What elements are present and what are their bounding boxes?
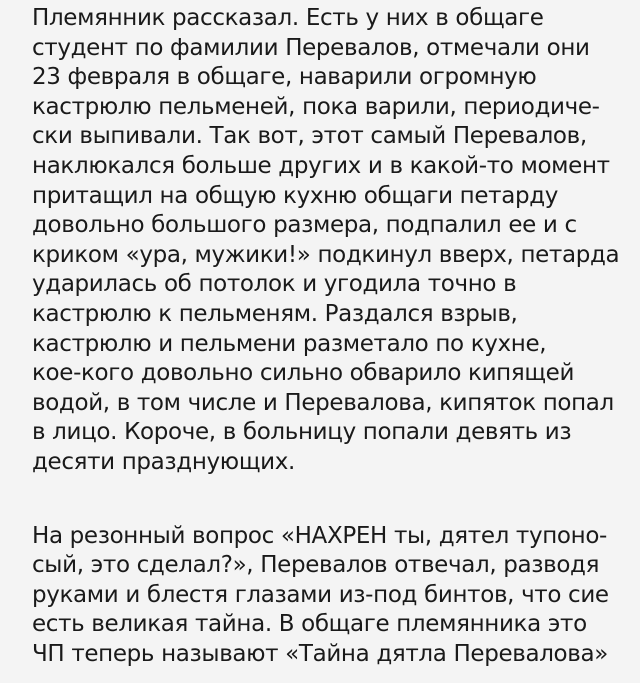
text-line: десяти празднующих.: [32, 448, 295, 475]
text-line: ударилась об потолок и угодила точно в: [32, 271, 517, 298]
text-line: 23 февраля в общаге, наварили огромную: [32, 64, 537, 91]
text-line: ски выпивали. Так вот, этот самый Перевалов,: [32, 123, 587, 150]
text-line: руками и блестя глазами из-под бинтов, что сие: [32, 581, 609, 608]
text-line: Племянник рассказал. Есть у них в общаге: [32, 5, 544, 31]
text-line: притащил на общую кухню общаги петарду: [32, 182, 559, 209]
paragraph-1: [32, 4, 626, 478]
text-line: сый, это сделал?», Перевалов отвечал, разводя: [32, 552, 600, 579]
paragraph-gap: [32, 478, 626, 522]
text-line: кастрюлю и пельмени разметало по кухне,: [32, 330, 547, 357]
text-line: водой, в том числе и Перевалова, кипяток попал: [32, 389, 614, 416]
text-line: криком «ура, мужики!» подкинул вверх, петарда: [32, 241, 620, 268]
paragraph-2: [32, 522, 626, 670]
text-line: в лицо. Короче, в больницу попали девять из: [32, 419, 572, 446]
text-line: кое-кого довольно сильно обварило кипящей: [32, 360, 575, 387]
text-line: кастрюлю пельменей, пока варили, периодиче-: [32, 93, 600, 120]
text-line: кастрюлю к пельменям. Раздался взрыв,: [32, 300, 518, 327]
text-line: довольно большого размера, подпалил ее и с: [32, 212, 577, 239]
text-line: студент по фамилии Перевалов, отмечали они: [32, 34, 590, 61]
text-line: наклюкался больше других и в какой-то момент: [32, 152, 610, 179]
text-line: ЧП теперь называют «Тайна дятла Перевалова»: [32, 640, 608, 667]
text-line: На резонный вопрос «НАХРЕН ты, дятел тупоно-: [32, 522, 608, 549]
text-line: есть великая тайна. В общаге племянника это: [32, 611, 587, 638]
